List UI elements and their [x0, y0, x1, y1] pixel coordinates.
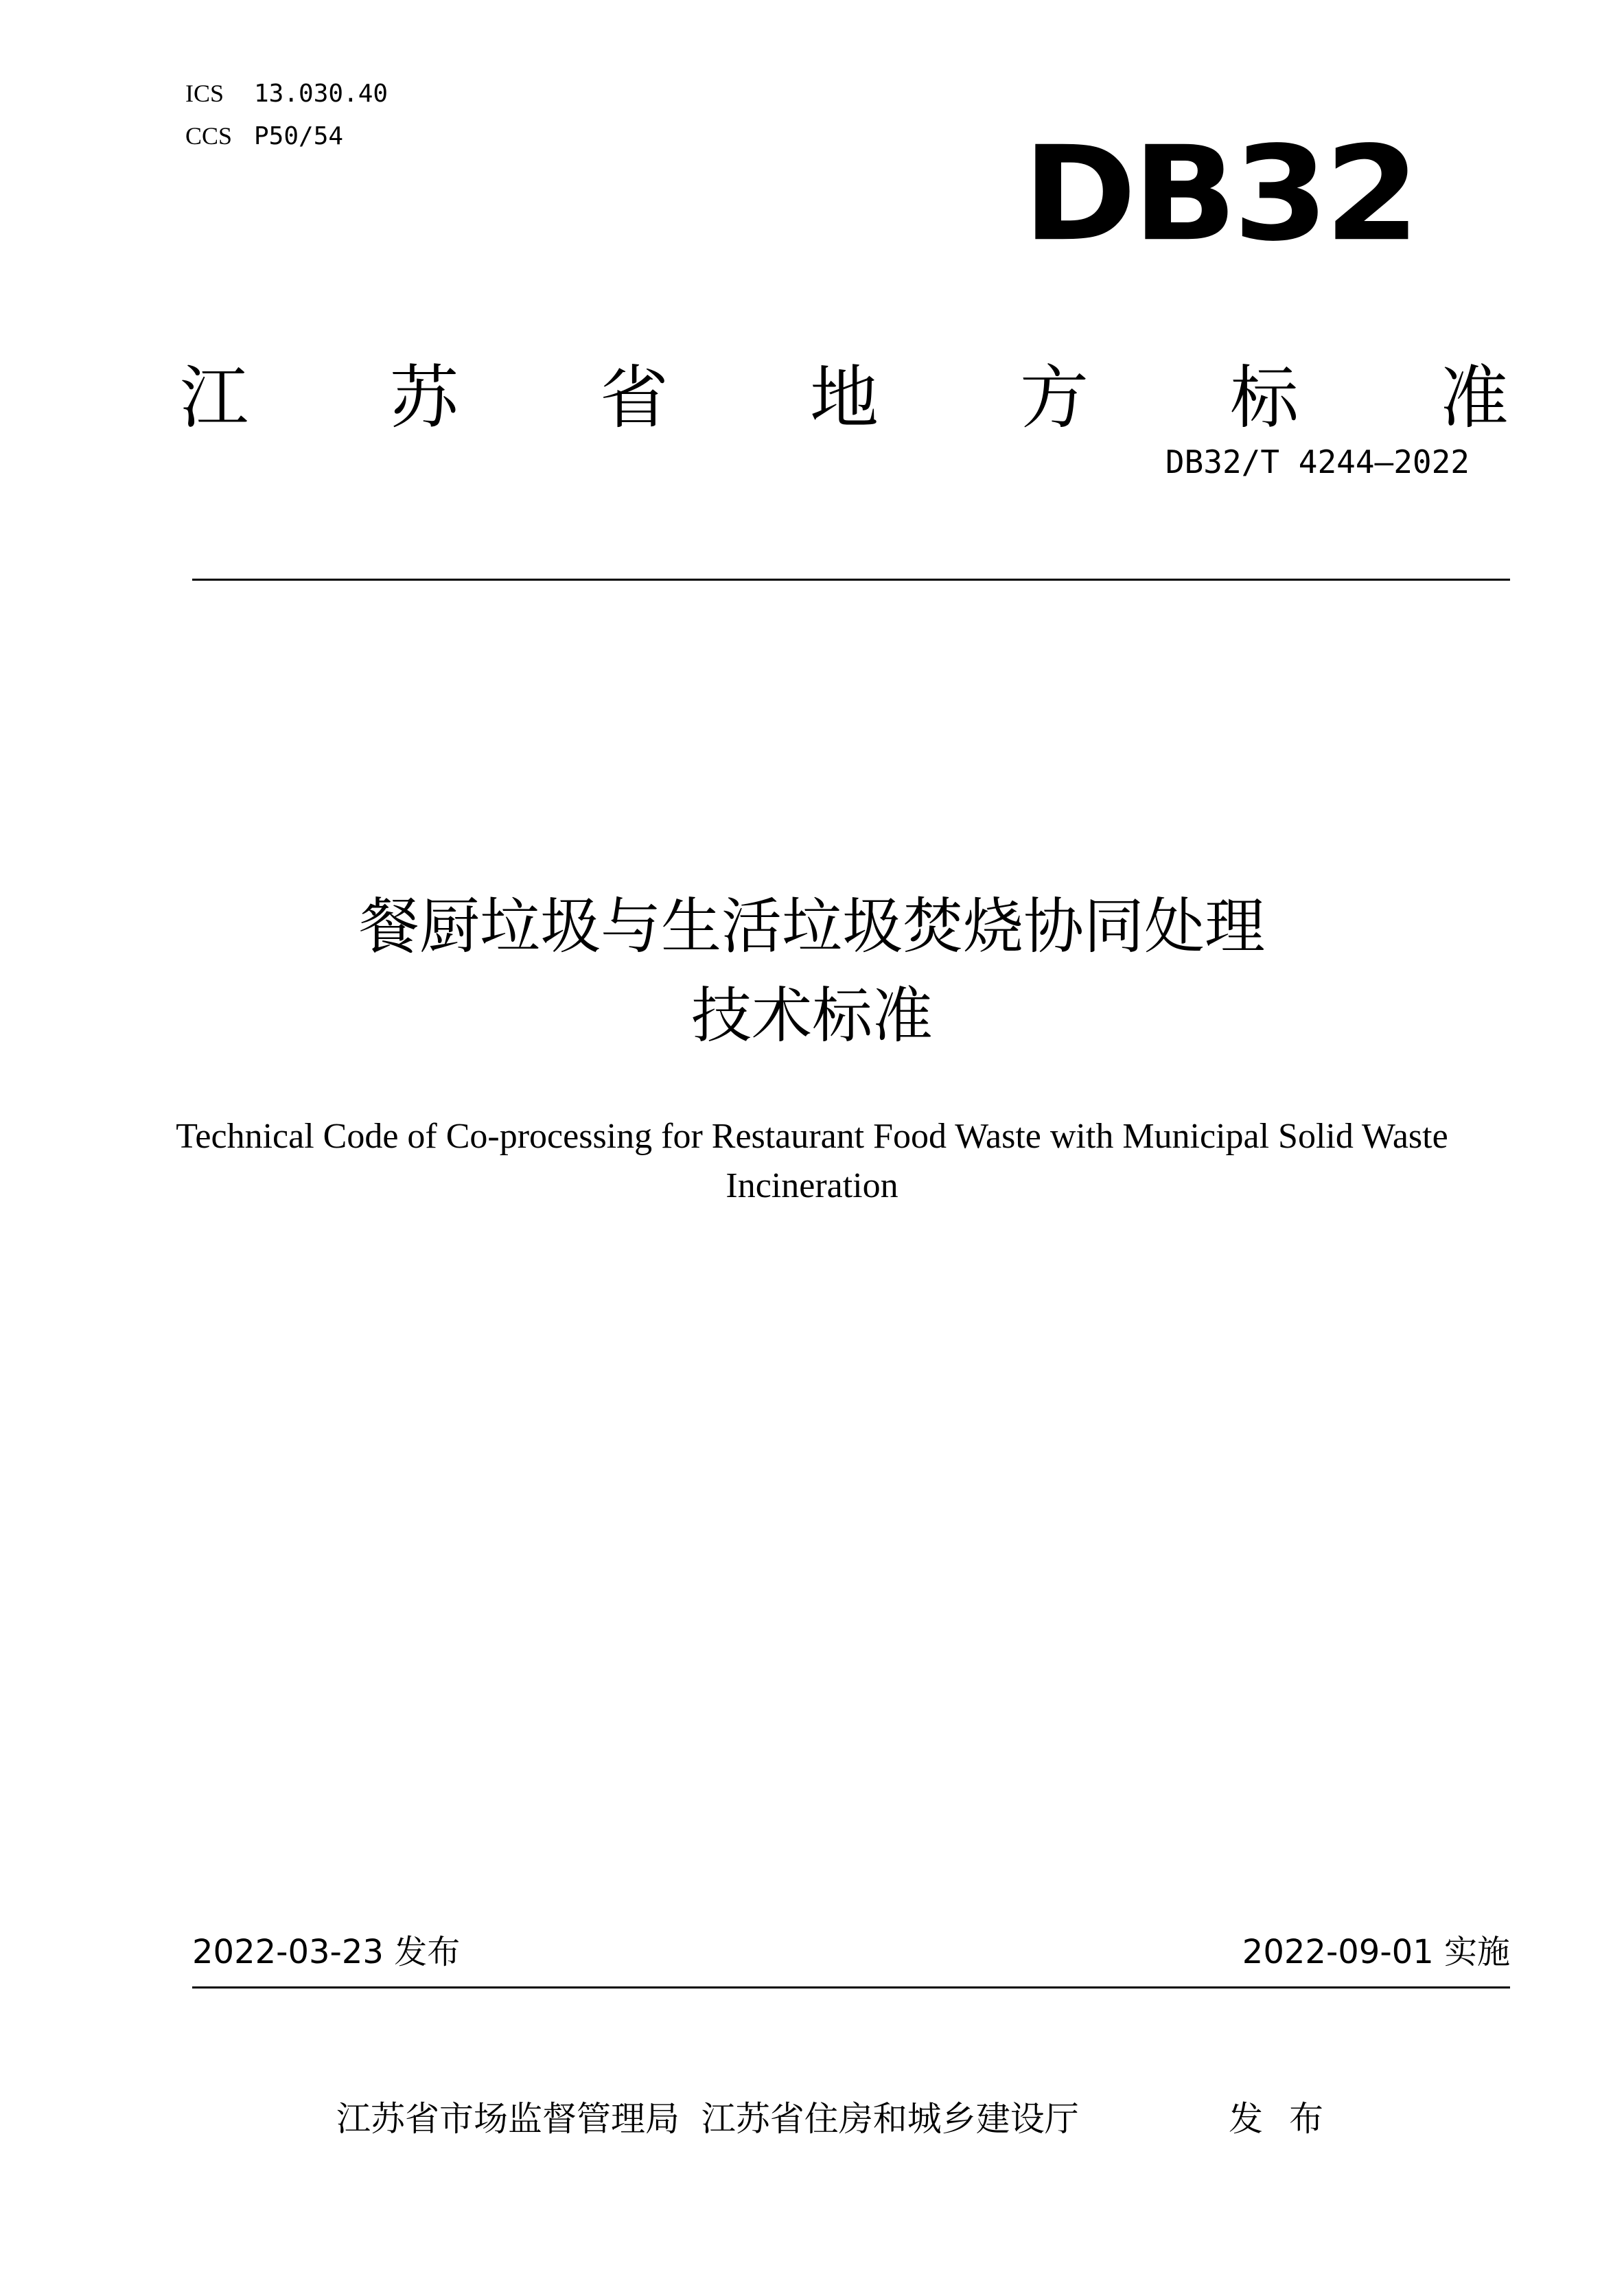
standard-number: DB32/T 4244—2022	[1165, 443, 1470, 480]
implementation-date: 2022-09-01 实施	[1242, 1933, 1510, 1971]
category-char: 准	[1440, 358, 1509, 438]
header-divider	[192, 579, 1510, 581]
issue-date: 2022-03-23 发布	[192, 1933, 461, 1971]
issuing-authorities: 江苏省市场监督管理局 江苏省住房和城乡建设厅	[336, 2099, 1079, 2139]
footer-divider	[192, 1986, 1510, 1988]
ccs-code	[185, 124, 343, 149]
category-char: 地	[810, 358, 879, 438]
ccs-value: P50/54	[254, 122, 344, 150]
title-chinese-line-2: 技术标准	[691, 980, 933, 1051]
ics-label: ICS	[185, 80, 224, 107]
db32-logo: DB32	[1023, 118, 1416, 270]
category-char: 标	[1230, 358, 1299, 438]
category-char: 苏	[390, 358, 459, 438]
ccs-label: CCS	[185, 122, 233, 150]
ics-code	[185, 81, 388, 106]
category-char: 省	[600, 358, 669, 438]
title-chinese-line-1: 餐厨垃圾与生活垃圾焚烧协同处理	[358, 891, 1265, 962]
standard-category-heading	[180, 357, 1509, 439]
title-english: Technical Code of Co-processing for Restaurant Food Waste with Municipal Solid Waste Incineration	[176, 1117, 1448, 1205]
issued-label: 发布	[1229, 2099, 1349, 2139]
category-char: 方	[1020, 358, 1089, 438]
title-chinese	[0, 882, 1624, 1060]
category-char: 江	[180, 358, 248, 438]
ics-value: 13.030.40	[254, 80, 388, 108]
